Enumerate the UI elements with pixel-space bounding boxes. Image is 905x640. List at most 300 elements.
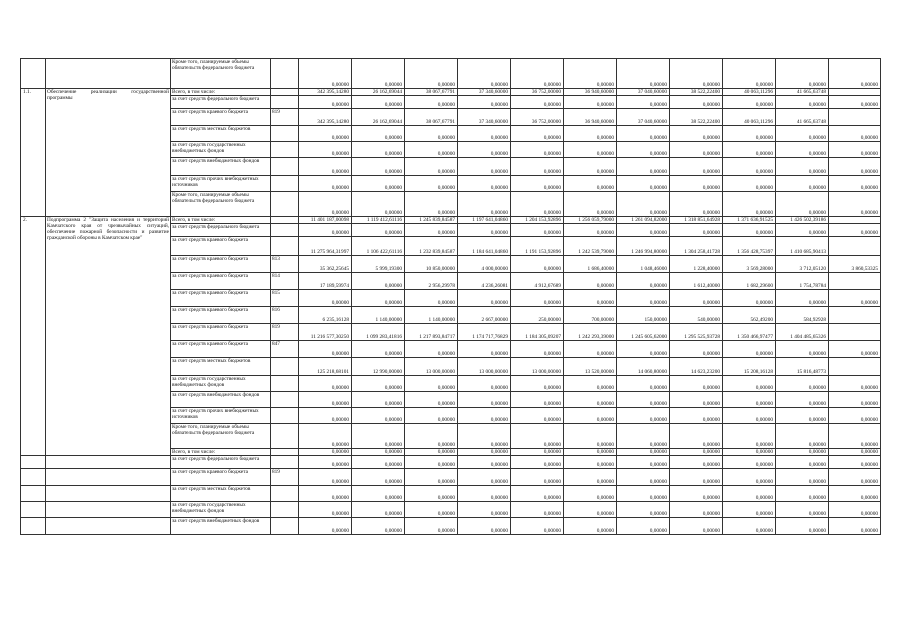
amount-cell: 1 245 839,84587	[405, 217, 458, 224]
amount-cell: 150,00000	[617, 307, 670, 324]
amount-cell: 0,00000	[405, 126, 458, 142]
amount-cell: 0,00000	[723, 518, 776, 535]
amount-cell: 0,00000	[458, 486, 511, 502]
program-description	[46, 502, 171, 518]
funding-source: Кроме того, планируемые объемы обязательств федерального бюджета	[171, 192, 271, 217]
amount-cell: 0,00000	[776, 502, 829, 518]
amount-cell: 2 667,00000	[458, 307, 511, 324]
amount-cell: 0,00000	[511, 341, 564, 358]
amount-cell: 0,00000	[299, 192, 352, 217]
amount-cell: 0,00000	[670, 224, 723, 237]
amount-cell: 0,00000	[723, 126, 776, 142]
amount-cell: 1 350 466,97477	[723, 324, 776, 341]
amount-cell: 0,00000	[617, 469, 670, 486]
amount-cell: 0,00000	[511, 96, 564, 109]
amount-cell: 0,00000	[829, 224, 881, 237]
amount-cell: 0,00000	[829, 192, 881, 217]
row-number	[21, 486, 46, 502]
table-row	[21, 469, 881, 486]
amount-cell: 0,00000	[829, 96, 881, 109]
amount-cell: 0,00000	[405, 518, 458, 535]
amount-cell: 0,00000	[670, 290, 723, 307]
amount-cell: 4 912,67689	[511, 273, 564, 290]
amount-cell: 0,00000	[299, 518, 352, 535]
funding-source: за счет средств федерального бюджета	[171, 96, 271, 109]
amount-cell: 17 189,59974	[299, 273, 352, 290]
program-description: Обеспечение реализации государственной программы	[46, 89, 171, 217]
budget-code	[271, 142, 299, 158]
amount-cell: 0,00000	[564, 341, 617, 358]
amount-cell: 0,00000	[405, 376, 458, 392]
amount-cell: 0,00000	[352, 449, 405, 456]
amount-cell: 0,00000	[670, 408, 723, 424]
amount-cell: 0,00000	[829, 408, 881, 424]
amount-cell: 0,00000	[617, 392, 670, 408]
amount-cell: 0,00000	[670, 376, 723, 392]
amount-cell: 0,00000	[458, 158, 511, 176]
amount-cell: 0,00000	[352, 290, 405, 307]
amount-cell: 0,00000	[511, 290, 564, 307]
amount-cell: 0,00000	[776, 424, 829, 449]
amount-cell: 0,00000	[352, 392, 405, 408]
funding-source: за счет средств местных бюджетов	[171, 126, 271, 142]
amount-cell: 0,00000	[458, 376, 511, 392]
amount-cell: 0,00000	[511, 486, 564, 502]
amount-cell: 1 686,40000	[564, 256, 617, 273]
amount-cell: 0,00000	[352, 376, 405, 392]
amount-cell: 0,00000	[352, 176, 405, 192]
amount-cell: 0,00000	[511, 518, 564, 535]
amount-cell: 0,00000	[564, 469, 617, 486]
amount-cell: 0,00000	[723, 392, 776, 408]
row-number	[21, 469, 46, 486]
funding-source: за счет средств краевого бюджета	[171, 273, 271, 290]
amount-cell: 40 063,11296	[723, 109, 776, 126]
amount-cell: 1 404 485,65326	[776, 324, 829, 341]
amount-cell: 0,00000	[458, 176, 511, 192]
amount-cell: 0,00000	[617, 59, 670, 89]
amount-cell: 0,00000	[829, 469, 881, 486]
amount-cell: 13 520,00000	[564, 358, 617, 376]
amount-cell: 13 000,00000	[405, 358, 458, 376]
funding-source: Кроме того, планируемые объемы обязательств федерального бюджета	[171, 424, 271, 449]
amount-cell: 0,00000	[723, 456, 776, 469]
amount-cell: 0,00000	[405, 341, 458, 358]
funding-source: за счет средств краевого бюджета	[171, 307, 271, 324]
amount-cell: 0,00000	[776, 158, 829, 176]
amount-cell: 0,00000	[405, 392, 458, 408]
amount-cell: 0,00000	[670, 392, 723, 408]
amount-cell: 0,00000	[776, 469, 829, 486]
amount-cell: 0,00000	[352, 486, 405, 502]
amount-cell	[829, 273, 881, 290]
amount-cell: 0,00000	[458, 408, 511, 424]
amount-cell: 0,00000	[723, 224, 776, 237]
table-row	[21, 518, 881, 535]
amount-cell: 0,00000	[458, 424, 511, 449]
budget-code	[271, 456, 299, 469]
amount-cell: 0,00000	[352, 158, 405, 176]
amount-cell: 0,00000	[776, 176, 829, 192]
amount-cell: 0,00000	[670, 449, 723, 456]
amount-cell: 0,00000	[511, 469, 564, 486]
funding-source: за счет средств краевого бюджета	[171, 469, 271, 486]
amount-cell: 0,00000	[405, 290, 458, 307]
amount-cell: 0,00000	[352, 502, 405, 518]
amount-cell: 0,00000	[299, 142, 352, 158]
program-description	[46, 59, 171, 89]
amount-cell: 0,00000	[458, 502, 511, 518]
amount-cell: 0,00000	[723, 424, 776, 449]
amount-cell: 0,00000	[723, 290, 776, 307]
amount-cell: 1 197 641,04860	[458, 217, 511, 224]
amount-cell: 0,00000	[723, 469, 776, 486]
amount-cell	[829, 237, 881, 256]
amount-cell: 14 623,23200	[670, 358, 723, 376]
amount-cell: 37 340,60000	[458, 89, 511, 96]
amount-cell: 0,00000	[776, 341, 829, 358]
budget-code: 814	[271, 273, 299, 290]
amount-cell: 0,00000	[776, 59, 829, 89]
table-row	[21, 502, 881, 518]
amount-cell: 0,00000	[564, 392, 617, 408]
amount-cell: 0,00000	[299, 456, 352, 469]
amount-cell: 0,00000	[299, 502, 352, 518]
budget-code	[271, 158, 299, 176]
budget-code: 813	[271, 256, 299, 273]
amount-cell: 1 304 258,41728	[670, 237, 723, 256]
funding-source: за счет средств прочих внебюджетных источников	[171, 176, 271, 192]
amount-cell: 0,00000	[458, 518, 511, 535]
funding-source: за счет средств федерального бюджета	[171, 456, 271, 469]
row-number	[21, 502, 46, 518]
budget-code	[271, 237, 299, 256]
amount-cell: 0,00000	[776, 126, 829, 142]
amount-cell: 125 218,68101	[299, 358, 352, 376]
budget-code	[271, 89, 299, 96]
amount-cell: 0,00000	[458, 192, 511, 217]
amount-cell: 0,00000	[829, 376, 881, 392]
amount-cell: 0,00000	[617, 341, 670, 358]
amount-cell: 0,00000	[670, 341, 723, 358]
amount-cell: 0,00000	[829, 449, 881, 456]
amount-cell: 0,00000	[511, 192, 564, 217]
amount-cell: 36 752,00000	[511, 89, 564, 96]
amount-cell: 0,00000	[511, 376, 564, 392]
amount-cell: 584,92928	[776, 307, 829, 324]
amount-cell: 0,00000	[617, 176, 670, 192]
program-description: Подпрограмма 2 "Защита населения и территорий Камчатского края от чрезвычайных ситуаций, обеспечение пожарной безопасности и развитие гражданской обороны в Камчатском крае"	[46, 217, 171, 456]
amount-cell: 0,00000	[511, 176, 564, 192]
amount-cell: 15 816,48773	[776, 358, 829, 376]
budget-code: 819	[271, 109, 299, 126]
amount-cell: 0,00000	[670, 486, 723, 502]
budget-code	[271, 176, 299, 192]
amount-cell: 0,00000	[617, 424, 670, 449]
amount-cell: 1 232 839,84587	[405, 237, 458, 256]
amount-cell: 0,00000	[617, 126, 670, 142]
amount-cell	[829, 89, 881, 96]
budget-code: 819	[271, 469, 299, 486]
amount-cell: 0,00000	[776, 96, 829, 109]
amount-cell: 0,00000	[776, 449, 829, 456]
amount-cell: 0,00000	[564, 518, 617, 535]
amount-cell: 0,00000	[617, 158, 670, 176]
amount-cell: 0,00000	[299, 126, 352, 142]
amount-cell: 0,00000	[511, 158, 564, 176]
table-row	[21, 59, 881, 89]
amount-cell: 41 665,63748	[776, 109, 829, 126]
amount-cell: 0,00000	[511, 392, 564, 408]
amount-cell: 250,00000	[511, 307, 564, 324]
amount-cell: 0,00000	[564, 486, 617, 502]
amount-cell: 0,00000	[352, 192, 405, 217]
row-number	[21, 518, 46, 535]
amount-cell: 1 410 685,90413	[776, 237, 829, 256]
amount-cell: 11 401 187,00098	[299, 217, 352, 224]
amount-cell: 0,00000	[511, 502, 564, 518]
amount-cell: 26 162,69044	[352, 89, 405, 96]
amount-cell: 0,00000	[776, 408, 829, 424]
amount-cell	[829, 217, 881, 224]
amount-cell: 0,00000	[564, 408, 617, 424]
amount-cell: 0,00000	[723, 486, 776, 502]
amount-cell: 0,00000	[617, 192, 670, 217]
amount-cell: 0,00000	[564, 224, 617, 237]
amount-cell: 342 395,14280	[299, 109, 352, 126]
amount-cell: 0,00000	[723, 158, 776, 176]
budget-code: 847	[271, 341, 299, 358]
amount-cell: 0,00000	[723, 341, 776, 358]
amount-cell: 1 191 153,92896	[511, 237, 564, 256]
amount-cell: 0,00000	[458, 96, 511, 109]
amount-cell: 0,00000	[670, 158, 723, 176]
amount-cell: 0,00000	[617, 224, 670, 237]
budget-code	[271, 424, 299, 449]
amount-cell: 0,00000	[458, 59, 511, 89]
amount-cell: 0,00000	[829, 424, 881, 449]
amount-cell: 0,00000	[299, 158, 352, 176]
funding-source: за счет средств краевого бюджета	[171, 290, 271, 307]
amount-cell: 0,00000	[723, 176, 776, 192]
amount-cell: 0,00000	[617, 273, 670, 290]
amount-cell: 0,00000	[617, 376, 670, 392]
amount-cell: 12 990,00000	[352, 358, 405, 376]
program-description	[46, 469, 171, 486]
amount-cell: 0,00000	[829, 290, 881, 307]
amount-cell: 1 612,40000	[670, 273, 723, 290]
amount-cell: 0,00000	[299, 392, 352, 408]
amount-cell: 0,00000	[564, 142, 617, 158]
amount-cell: 1 356 428,75397	[723, 237, 776, 256]
amount-cell: 4 236,26081	[458, 273, 511, 290]
budget-code: 816	[271, 307, 299, 324]
amount-cell: 0,00000	[511, 456, 564, 469]
amount-cell: 0,00000	[776, 486, 829, 502]
row-number	[21, 456, 46, 469]
amount-cell: 38 067,67791	[405, 89, 458, 96]
amount-cell: 0,00000	[670, 424, 723, 449]
budget-code	[271, 59, 299, 89]
amount-cell: 0,00000	[458, 142, 511, 158]
funding-source: за счет средств внебюджетных фондов	[171, 158, 271, 176]
amount-cell: 0,00000	[723, 192, 776, 217]
amount-cell: 3 860,53325	[829, 256, 881, 273]
funding-source: за счет средств краевого бюджета	[171, 256, 271, 273]
amount-cell: 0,00000	[511, 224, 564, 237]
amount-cell: 1 184 305,09207	[511, 324, 564, 341]
amount-cell: 1 204 153,92896	[511, 217, 564, 224]
amount-cell: 0,00000	[776, 518, 829, 535]
program-description	[46, 518, 171, 535]
amount-cell: 2 956,29978	[405, 273, 458, 290]
budget-code	[271, 449, 299, 456]
funding-source: за счет средств краевого бюджета	[171, 237, 271, 256]
amount-cell: 0,00000	[405, 59, 458, 89]
amount-cell: 4 000,00000	[458, 256, 511, 273]
amount-cell: 0,00000	[829, 158, 881, 176]
amount-cell: 37 340,60000	[458, 109, 511, 126]
amount-cell: 0,00000	[458, 392, 511, 408]
budget-code	[271, 96, 299, 109]
budget-table-body	[21, 59, 881, 535]
amount-cell: 0,00000	[511, 256, 564, 273]
amount-cell: 0,00000	[299, 376, 352, 392]
budget-code	[271, 376, 299, 392]
amount-cell: 0,00000	[564, 424, 617, 449]
amount-cell: 36 940,60000	[564, 109, 617, 126]
amount-cell	[829, 109, 881, 126]
amount-cell: 342 395,14280	[299, 89, 352, 96]
amount-cell: 0,00000	[299, 408, 352, 424]
amount-cell: 0,00000	[829, 341, 881, 358]
amount-cell: 0,00000	[405, 192, 458, 217]
funding-source: за счет средств краевого бюджета	[171, 324, 271, 341]
program-description	[46, 486, 171, 502]
amount-cell: 0,00000	[458, 126, 511, 142]
amount-cell: 0,00000	[458, 290, 511, 307]
amount-cell: 10 850,00000	[405, 256, 458, 273]
amount-cell: 1 371 636,91525	[723, 217, 776, 224]
funding-source: за счет средств местных бюджетов	[171, 486, 271, 502]
amount-cell: 37 040,60000	[617, 89, 670, 96]
amount-cell: 0,00000	[564, 449, 617, 456]
amount-cell: 0,00000	[564, 192, 617, 217]
amount-cell: 1 754,78784	[776, 273, 829, 290]
amount-cell: 0,00000	[405, 449, 458, 456]
amount-cell: 0,00000	[352, 469, 405, 486]
budget-code	[271, 518, 299, 535]
amount-cell: 0,00000	[670, 502, 723, 518]
row-number: 1.1.	[21, 89, 46, 217]
amount-cell: 0,00000	[670, 518, 723, 535]
amount-cell: 0,00000	[405, 158, 458, 176]
amount-cell: 38 067,67791	[405, 109, 458, 126]
amount-cell: 38 522,22400	[670, 89, 723, 96]
amount-cell: 1 184 641,04860	[458, 237, 511, 256]
amount-cell: 0,00000	[352, 126, 405, 142]
amount-cell: 0,00000	[299, 424, 352, 449]
amount-cell: 0,00000	[829, 392, 881, 408]
table-row	[21, 89, 881, 96]
amount-cell: 1 174 717,76829	[458, 324, 511, 341]
budget-code	[271, 358, 299, 376]
funding-source: Всего, в том числе:	[171, 449, 271, 456]
amount-cell: 0,00000	[776, 192, 829, 217]
amount-cell: 0,00000	[511, 424, 564, 449]
amount-cell: 0,00000	[511, 126, 564, 142]
amount-cell: 3 569,28000	[723, 256, 776, 273]
amount-cell: 0,00000	[564, 126, 617, 142]
amount-cell: 0,00000	[564, 59, 617, 89]
amount-cell: 0,00000	[829, 142, 881, 158]
amount-cell: 1 242 293,39000	[564, 324, 617, 341]
amount-cell: 700,00000	[564, 307, 617, 324]
amount-cell: 0,00000	[670, 96, 723, 109]
amount-cell: 0,00000	[352, 59, 405, 89]
amount-cell: 0,00000	[670, 469, 723, 486]
amount-cell: 0,00000	[670, 456, 723, 469]
amount-cell: 0,00000	[564, 290, 617, 307]
amount-cell: 1 245 605,62000	[617, 324, 670, 341]
table-row	[21, 456, 881, 469]
amount-cell: 37 040,60000	[617, 109, 670, 126]
amount-cell: 0,00000	[670, 192, 723, 217]
amount-cell: 0,00000	[564, 273, 617, 290]
amount-cell: 5 999,19300	[352, 256, 405, 273]
budget-code	[271, 392, 299, 408]
amount-cell: 0,00000	[723, 502, 776, 518]
amount-cell: 0,00000	[617, 456, 670, 469]
amount-cell: 0,00000	[829, 486, 881, 502]
amount-cell: 0,00000	[405, 142, 458, 158]
amount-cell: 1 106 422,61116	[352, 237, 405, 256]
amount-cell: 0,00000	[829, 502, 881, 518]
amount-cell: 0,00000	[723, 449, 776, 456]
budget-code: 815	[271, 290, 299, 307]
amount-cell: 0,00000	[829, 518, 881, 535]
row-number: 2.	[21, 217, 46, 456]
amount-cell: 41 665,63748	[776, 89, 829, 96]
funding-source: за счет средств государственных внебюджетных фондов	[171, 376, 271, 392]
amount-cell: 1 242 539,79000	[564, 237, 617, 256]
amount-cell	[829, 307, 881, 324]
amount-cell: 0,00000	[723, 96, 776, 109]
amount-cell: 0,00000	[352, 224, 405, 237]
budget-code	[271, 192, 299, 217]
funding-source: за счет средств внебюджетных фондов	[171, 518, 271, 535]
budget-code	[271, 224, 299, 237]
budget-code	[271, 486, 299, 502]
funding-source: за счет средств краевого бюджета	[171, 341, 271, 358]
amount-cell: 0,00000	[617, 518, 670, 535]
amount-cell: 14 060,80000	[617, 358, 670, 376]
budget-code	[271, 217, 299, 224]
amount-cell: 0,00000	[405, 176, 458, 192]
funding-source: за счет средств краевого бюджета	[171, 109, 271, 126]
amount-cell: 1 318 851,64928	[670, 217, 723, 224]
amount-cell: 0,00000	[564, 376, 617, 392]
amount-cell: 1 295 525,93728	[670, 324, 723, 341]
amount-cell: 13 000,00000	[511, 358, 564, 376]
amount-cell: 0,00000	[723, 408, 776, 424]
amount-cell: 0,00000	[776, 224, 829, 237]
table-row	[21, 217, 881, 224]
amount-cell: 0,00000	[511, 142, 564, 158]
amount-cell: 11 216 577,30250	[299, 324, 352, 341]
amount-cell: 0,00000	[511, 408, 564, 424]
amount-cell: 0,00000	[299, 486, 352, 502]
